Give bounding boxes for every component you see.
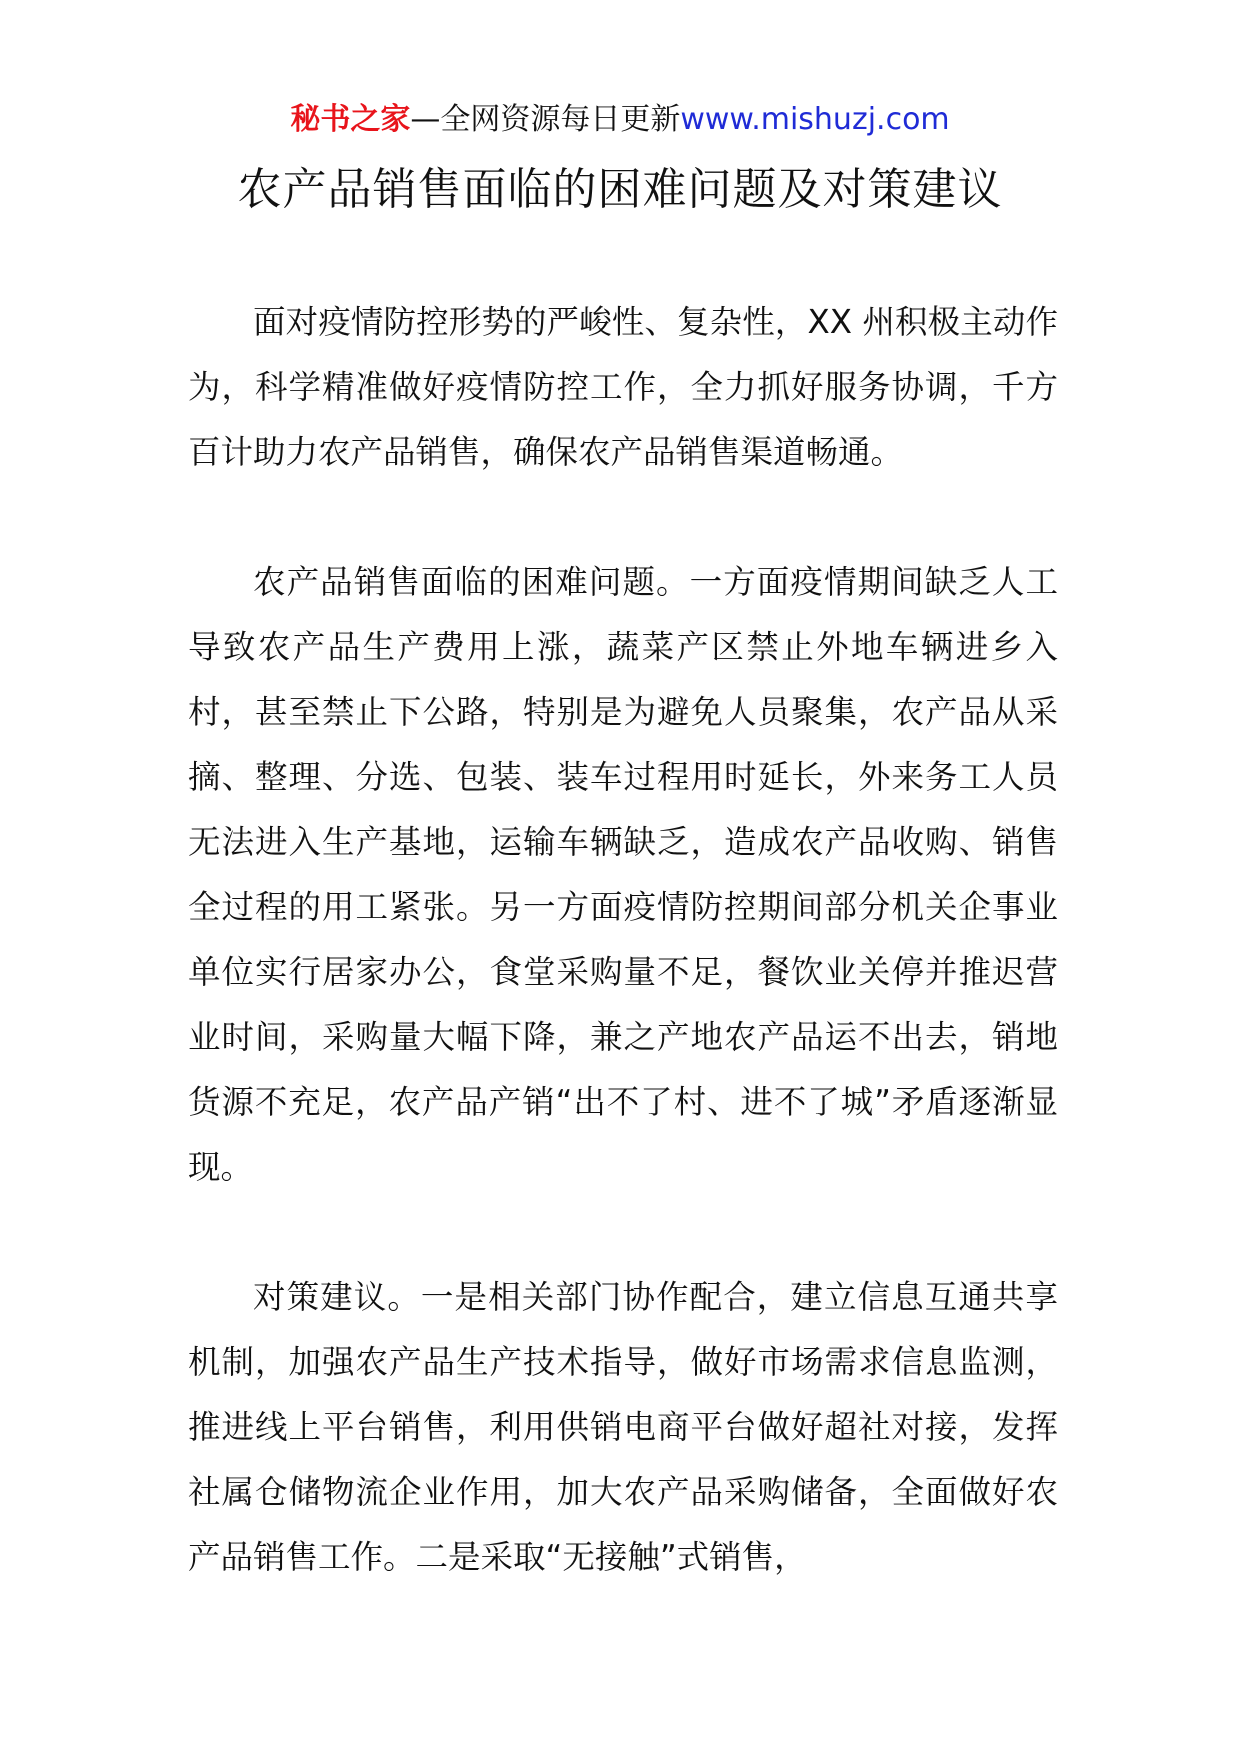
brand-name: 秘书之家 bbox=[290, 102, 411, 137]
document-title: 农产品销售面临的困难问题及对策建议 bbox=[237, 164, 1003, 215]
paragraph-suggestions: 对策建议。一是相关部门协作配合，建立信息互通共享机制，加强农产品生产技术指导，做好市场需求信息监测，推进线上平台销售，利用供销电商平台做好超社对接，发挥社属仓储物流企业作用，加大农产品采购储备，全面做好农产品销售工作。二是采取“无接触”式销售， bbox=[188, 1278, 1058, 1576]
site-url-link[interactable]: www.mishuzj.com bbox=[680, 102, 950, 137]
paragraph-intro: 面对疫情防控形势的严峻性、复杂性，XX 州积极主动作为，科学精准做好疫情防控工作，全力抓好服务协调，千方百计助力农产品销售，确保农产品销售渠道畅通。 bbox=[188, 303, 1058, 471]
site-header bbox=[0, 100, 1240, 140]
paragraph-problems: 农产品销售面临的困难问题。一方面疫情期间缺乏人工导致农产品生产费用上涨，蔬菜产区禁止外地车辆进乡入村，甚至禁止下公路，特别是为避免人员聚集，农产品从采摘、整理、分选、包装、装车过程用时延长，外来务工人员无法进入生产基地，运输车辆缺乏，造成农产品收购、销售全过程的用工紧张。另一方面疫情防控期间部分机关企事业单位实行居家办公，食堂采购量不足，餐饮业关停并推迟营业时间，采购量大幅下降，兼之产地农产品运不出去，销地货源不充足，农产品产销“出不了村、进不了城”矛盾逐渐显现。 bbox=[188, 563, 1058, 1186]
header-tagline: —全网资源每日更新 bbox=[410, 102, 681, 137]
